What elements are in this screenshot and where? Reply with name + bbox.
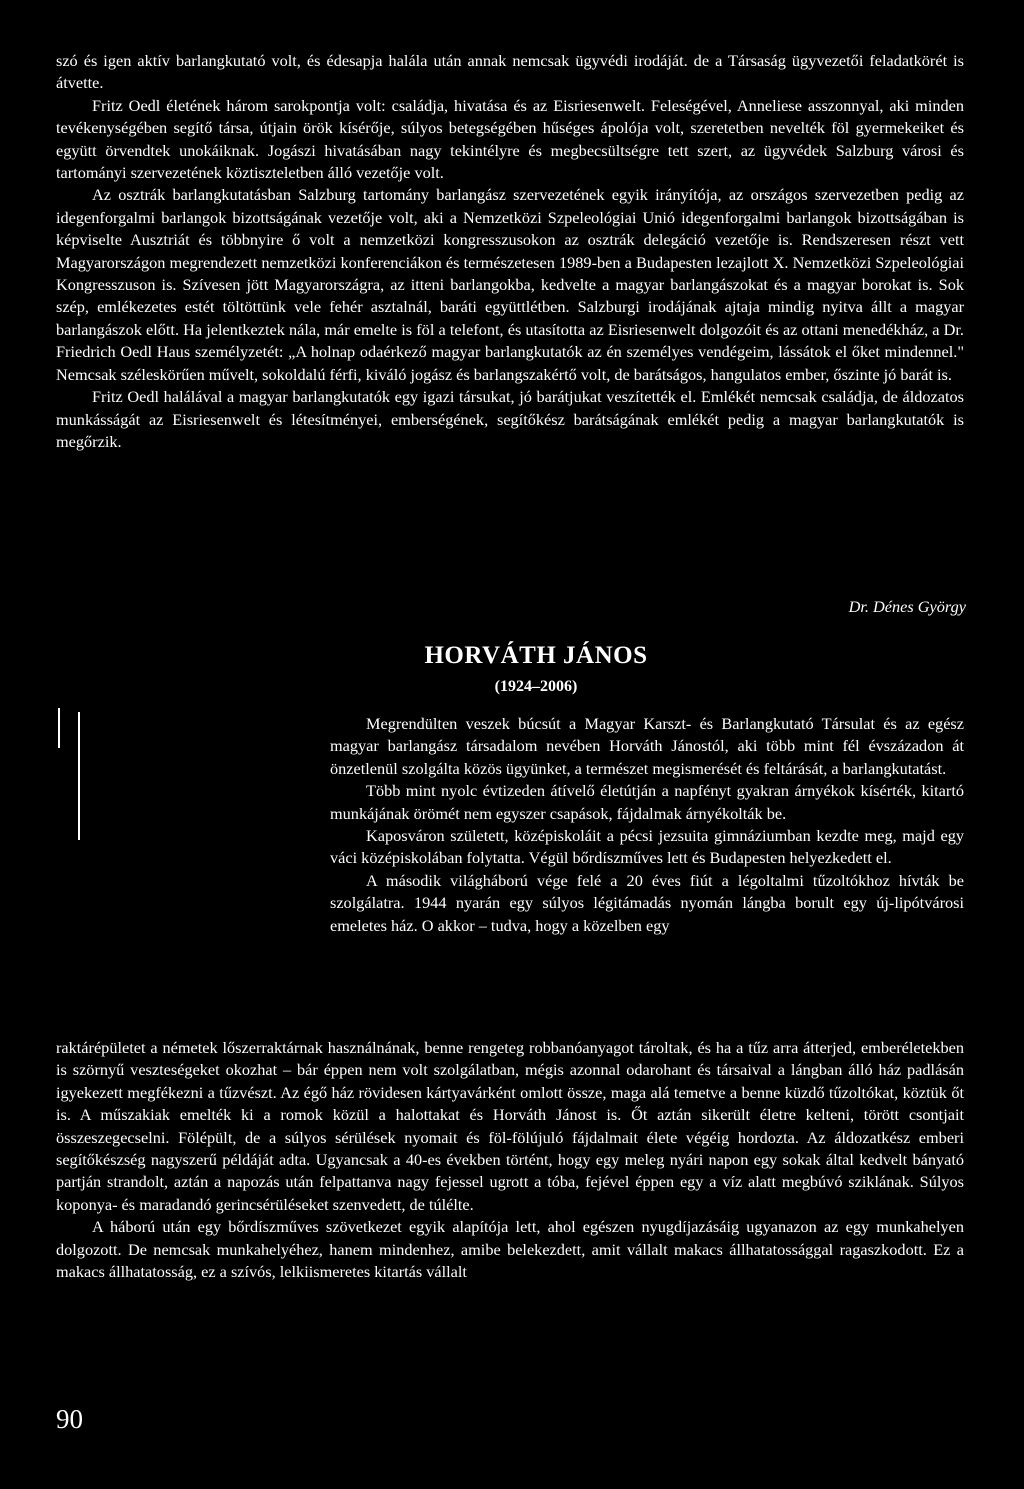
page-number: 90 [56, 1404, 83, 1434]
paragraph: Fritz Oedl életének három sarokpontja volt: családja, hivatása és az Eisriesenwelt. Feleségével, Anneliese asszonnyal, aki minden tevékenységében segítő társa, útjain örök kísérője, súlyos betegségében hűséges ápolója volt, szeretetben nevelték föl gyermekeiket és együtt örvendtek unokáiknak. Jogászi hivatásában nagy tekintélyre és megbecsültségre tett szert, az ügyvédek Salzburg városi és tartományi szervezetének köztiszteletben álló vezetője volt. [56, 95, 964, 183]
intro-text [56, 50, 964, 453]
obituary-years: (1924–2006) [494, 678, 578, 695]
paragraph: szó és igen aktív barlangkutató volt, és édesapja halála után annak nemcsak ügyvédi irodáját. de a Társaság ügyvezetői feladatkörét is átvette. [56, 51, 964, 93]
paragraph: A második világháború vége felé a 20 éves fiút a légoltalmi tűzoltókhoz hívták be szolgálatra. 1944 nyarán egy súlyos légitámadás nyomán lángba borult egy új-lipótvárosi emeletes ház. O akkor – tudva, hogy a közelben egy [330, 870, 964, 935]
paragraph: Az osztrák barlangkutatásban Salzburg tartomány barlangász szervezetének egyik irányítója, az országos szervezetben pedig az idegenforgalmi barlangok bizottságának vezetője volt, aki a Nemzetközi Szpeleológiai Unió idegenforgalmi barlangok bizottságában is képviselte Ausztriát és többnyire ő volt a nemzetközi kongresszusokon az osztrák delegáció vezetője is. Rendszeresen részt vett Magyarországon megrendezett nemzetközi konferenciákon és természetesen 1989-ben a Budapesten lezajlott X. Nemzetközi Szpeleológiai Kongresszuson is. Szívesen jött Magyarországra, az itteni barlangokba, kedvelte a magyar barlangászokat és a magyar borokat is. Sok szép, emlékezetes estét töltöttünk vele fehér asztalnál, baráti együttlétben. Salzburgi irodájának ajtaja mindig nyitva állt a magyar barlangászok előtt. Ha jelentkeztek nála, már emelte is föl a telefont, és utasította az Eisriesenwelt dolgozóit és az ottani menedékház, a Dr. Friedrich Oedl Haus személyzetét: „A holnap odaérkező magyar barlangkutatók az én személyes vendégeim, lássátok el őket mindennel." Nemcsak széleskörűen művelt, sokoldalú férfi, kiváló jogász és barlangszakértő volt, de barátságos, hangulatos ember, őszinte jó barát is. [56, 185, 964, 384]
author-signature: Dr. Dénes György [848, 597, 966, 616]
paragraph: Több mint nyolc évtizeden átívelő életútján a napfényt gyakran árnyékok kísérték, kitartó munkájának örömét nem egyszer csapások, fájdalmak árnyékolták be. [330, 781, 964, 823]
paragraph: Kaposváron született, középiskoláit a pécsi jezsuita gimnáziumban kezdte meg, majd egy váci középiskolában folytatta. Végül bőrdíszműves lett és Budapesten helyezkedett el. [330, 826, 964, 868]
obituary-side-text [330, 713, 964, 937]
paragraph: raktárépületet a németek lőszerraktárnak használnának, benne rengeteg robbanóanyagot tároltak, és ha a tűz arra átterjed, emberéletekben is szörnyű veszteségeket okozhat – bár éppen nem volt szolgálatban, mégis azonnal odarohant és társaival a lángban álló ház padlásán igyekezett megfékezni a tűzvészt. Az égő ház rövidesen kártyavárként omlott össze, maga alá temetve a benne küzdő tűzoltókat, köztük őt is. A műszakiak emelték ki a romok közül a halottakat és Horváth Jánost is. Őt aztán sikerült életre kelteni, törött csontjait összeszegecselni. Fölépült, de a súlyos sérülések nyomait és föl-fölújuló fájdalmait élete végéig hordozta. Az áldozatkész emberi segítőkészség nagyszerű példáját adta. Ugyancsak a 40-es években történt, hogy egy meleg nyári napon egy sokak által kedvelt bányató partján strandolt, aztán a napozás után felpattanva nagy fejessel ugrott a tóba, fejével éppen egy a víz alatt megbúvó sziklának. Súlyos koponya- és maradandó gerincsérüléseket szenvedett, de túlélte. [56, 1038, 964, 1214]
paragraph: Fritz Oedl halálával a magyar barlangkutatók egy igazi társukat, jó barátjukat veszítették el. Emlékét nemcsak családja, de áldozatos munkásságát az Eisriesenwelt és létesítményei, emberségének, segítőkész barátságának emlékét pedig a magyar barlangkutatók is megőrzik. [56, 387, 964, 451]
paragraph: A háború után egy bőrdíszműves szövetkezet egyik alapítója lett, ahol egészen nyugdíjazásáig ugyanazon az egy munkahelyen dolgozott. De nemcsak munkahelyéhez, hanem mindenhez, amibe belekezdett, amit vállalt makacs állhatatossággal ragaszkodott. Ez a makacs állhatatosság, ez a szívós, lelkiismeretes kitartás vállalt [56, 1217, 964, 1282]
portrait-frame [58, 708, 84, 840]
paragraph: Megrendülten veszek búcsút a Magyar Karszt- és Barlangkutató Társulat és az egész magyar barlangász társadalom nevében Horváth Jánostól, aki több mint fél évszázadon át önzetlenül szolgálta közös ügyünket, a természet megismerését és feltárását, a barlangkutatást. [330, 714, 964, 778]
obituary-main-text [56, 1037, 964, 1283]
obituary-title: HORVÁTH JÁNOS [424, 642, 648, 669]
